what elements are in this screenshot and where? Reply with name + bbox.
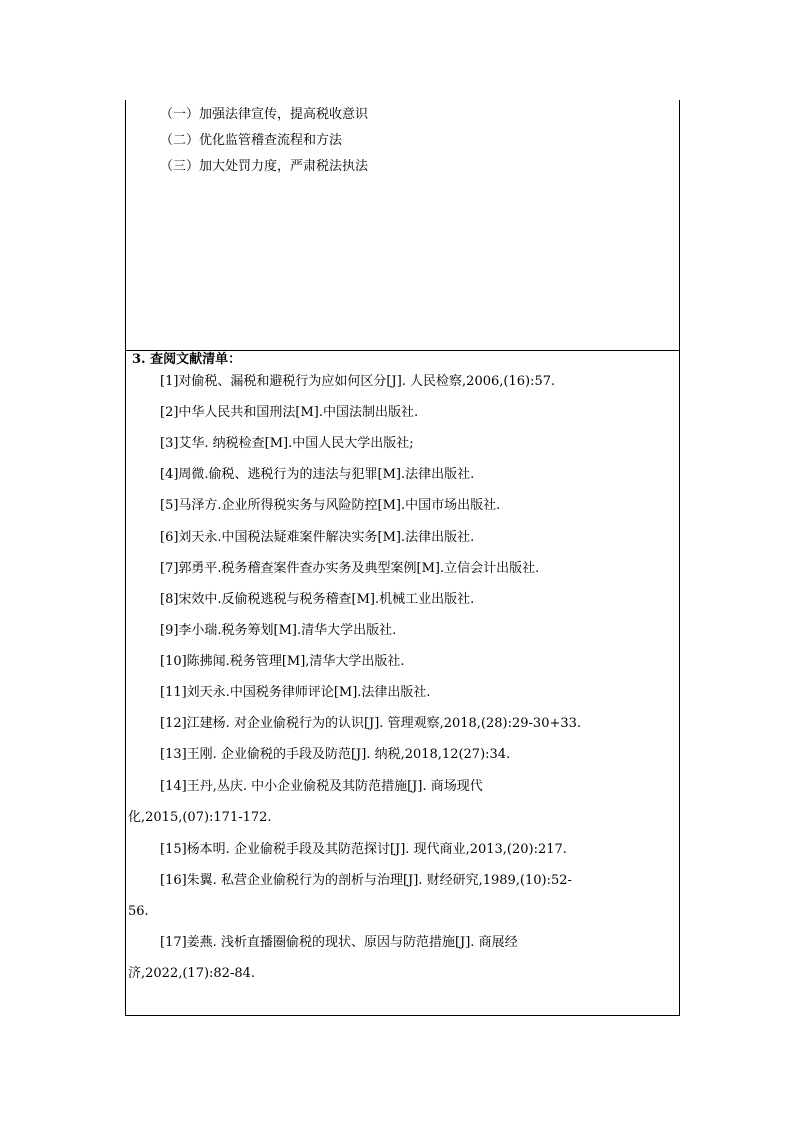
outline-item-3: （三）加大处罚力度，严肃税法执法 xyxy=(160,159,369,174)
table-bottom-border xyxy=(125,1015,680,1016)
reference-7: [7]郭勇平.税务稽查案件查办实务及典型案例[M].立信会计出版社. xyxy=(160,561,540,576)
table-left-border-top xyxy=(125,100,126,351)
reference-13: [13]王刚. 企业偷税的手段及防范[J]. 纳税,2018,12(27):34. xyxy=(160,747,511,762)
reference-8: [8]宋效中.反偷税逃税与税务稽查[M].机械工业出版社. xyxy=(160,592,475,607)
reference-11: [11]刘天永.中国税务律师评论[M].法律出版社. xyxy=(160,685,431,700)
reference-14-continuation: 化,2015,(07):171-172. xyxy=(128,810,272,825)
reference-5: [5]马泽方.企业所得税实务与风险防控[M].中国市场出版社. xyxy=(160,498,501,513)
reference-14: [14]王丹,丛庆. 中小企业偷税及其防范措施[J]. 商场现代 xyxy=(160,779,483,794)
references-heading: 3. 查阅文献清单： xyxy=(132,352,242,367)
table-left-border-bottom xyxy=(125,350,126,1016)
reference-4: [4]周微.偷税、逃税行为的违法与犯罪[M].法律出版社. xyxy=(160,467,475,482)
table-right-border-top xyxy=(679,100,680,351)
table-row-divider xyxy=(125,350,680,351)
reference-9: [9]李小瑞.税务筹划[M].清华大学出版社. xyxy=(160,623,397,638)
reference-1: [1]对偷税、漏税和避税行为应如何区分[J]. 人民检察,2006,(16):57. xyxy=(160,374,556,389)
reference-3: [3]艾华. 纳税检查[M].中国人民大学出版社; xyxy=(160,436,414,451)
outline-item-1: （一）加强法律宣传，提高税收意识 xyxy=(160,107,369,122)
reference-2: [2]中华人民共和国刑法[M].中国法制出版社. xyxy=(160,405,419,420)
reference-6: [6]刘天永.中国税法疑难案件解决实务[M].法律出版社. xyxy=(160,530,475,545)
reference-17-continuation: 济,2022,(17):82-84. xyxy=(128,966,256,981)
reference-10: [10]陈拂闻.税务管理[M],清华大学出版社. xyxy=(160,654,405,669)
reference-16-continuation: 56. xyxy=(128,904,149,919)
table-right-border-bottom xyxy=(679,350,680,1016)
outline-item-2: （二）优化监管稽查流程和方法 xyxy=(160,133,343,148)
reference-12: [12]江建杨. 对企业偷税行为的认识[J]. 管理观察,2018,(28):29-30+33. xyxy=(160,716,582,731)
reference-15: [15]杨本明. 企业偷税手段及其防范探讨[J]. 现代商业,2013,(20):217. xyxy=(160,842,567,857)
reference-16: [16]朱翼. 私营企业偷税行为的剖析与治理[J]. 财经研究,1989,(10):52- xyxy=(160,873,572,888)
reference-17: [17]姜燕. 浅析直播圈偷税的现状、原因与防范措施[J]. 商展经 xyxy=(160,935,518,950)
